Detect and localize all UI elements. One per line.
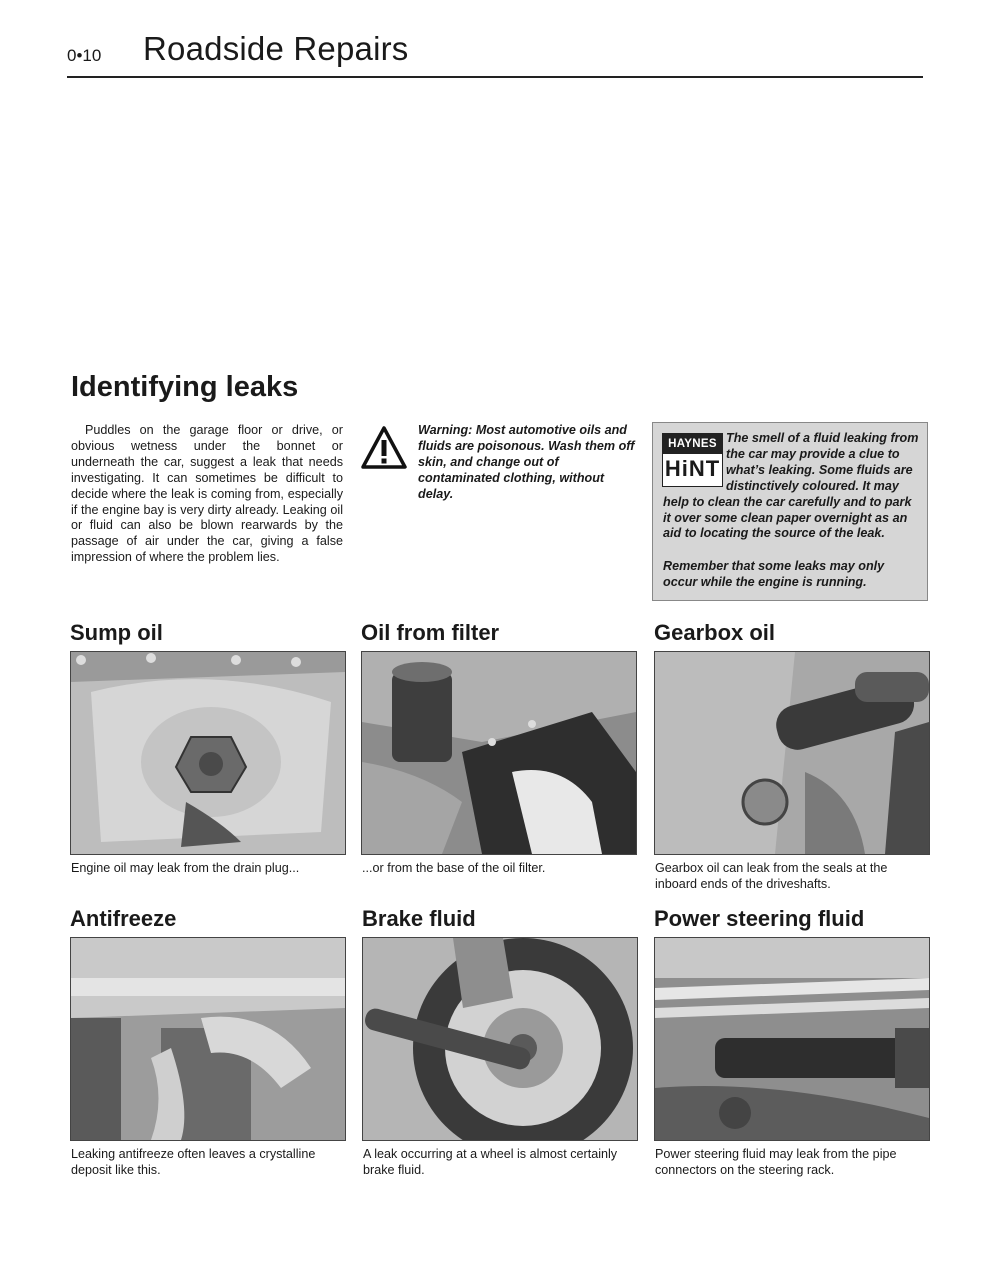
oil-filter-photo [361, 651, 637, 855]
hint-text-note: Remember that some leaks may only occur while the engine is running. [663, 559, 885, 589]
panel-title: Oil from filter [361, 620, 500, 645]
sump-drain-plug-photo [70, 651, 346, 855]
panel-caption: A leak occurring at a wheel is almost certainly brake fluid. [363, 1147, 618, 1177]
panel-caption: Engine oil may leak from the drain plug... [71, 861, 300, 875]
panel-gearbox-oil [654, 619, 930, 892]
panel-title: Antifreeze [70, 906, 177, 931]
panel-title: Brake fluid [362, 906, 476, 931]
haynes-hint-box [652, 422, 928, 601]
brake-wheel-photo [362, 937, 638, 1141]
panel-title: Sump oil [70, 620, 163, 645]
hint-text [663, 431, 921, 542]
page-header [67, 30, 923, 78]
warning-triangle-icon [361, 425, 407, 471]
panel-brake-fluid [362, 905, 638, 1178]
hint-text-body: The smell of a fluid leaking from the car may provide a clue to what’s leaking. Some fluids are distinctively coloured. It may help to clean the car carefully and to park it over some clean paper overnight as an aid to locating the source of the leak. [663, 431, 919, 541]
hint-badge-bottom: HiNT [664, 456, 721, 481]
panel-caption: ...or from the base of the oil filter. [362, 861, 546, 875]
gearbox-driveshaft-photo [654, 651, 930, 855]
page-title: Roadside Repairs [143, 30, 409, 67]
page-number: 0•10 [67, 46, 102, 65]
steering-rack-photo [654, 937, 930, 1141]
antifreeze-radiator-photo [70, 937, 346, 1141]
section-title: Identifying leaks [71, 371, 299, 403]
panel-title: Gearbox oil [654, 620, 776, 645]
hint-badge-top: HAYNES [663, 434, 722, 454]
panel-caption: Power steering fluid may leak from the pipe connectors on the steering rack. [655, 1147, 897, 1177]
panel-caption: Gearbox oil can leak from the seals at the inboard ends of the driveshafts. [655, 861, 888, 891]
warning-text: Warning: Most automotive oils and fluids are poisonous. Wash them off skin, and change out of contaminated clothing, without delay. [418, 423, 635, 501]
panel-oil-from-filter [361, 619, 637, 877]
panel-caption: Leaking antifreeze often leaves a crystalline deposit like this. [71, 1147, 316, 1177]
panel-antifreeze [70, 905, 346, 1178]
panel-title: Power steering fluid [654, 906, 865, 931]
intro-paragraph: Puddles on the garage floor or drive, or obvious wetness under the bonnet or underneath the car, suggest a leak that needs investigating. It can sometimes be difficult to decide where the leak is coming from, especially if the engine bay is very dirty already. Leaking oil or fluid can also be blown rearwards by the passage of air under the car, giving a false impression of where the problem lies. [71, 423, 343, 565]
panel-sump-oil [70, 619, 346, 877]
panel-power-steering-fluid [654, 905, 930, 1178]
